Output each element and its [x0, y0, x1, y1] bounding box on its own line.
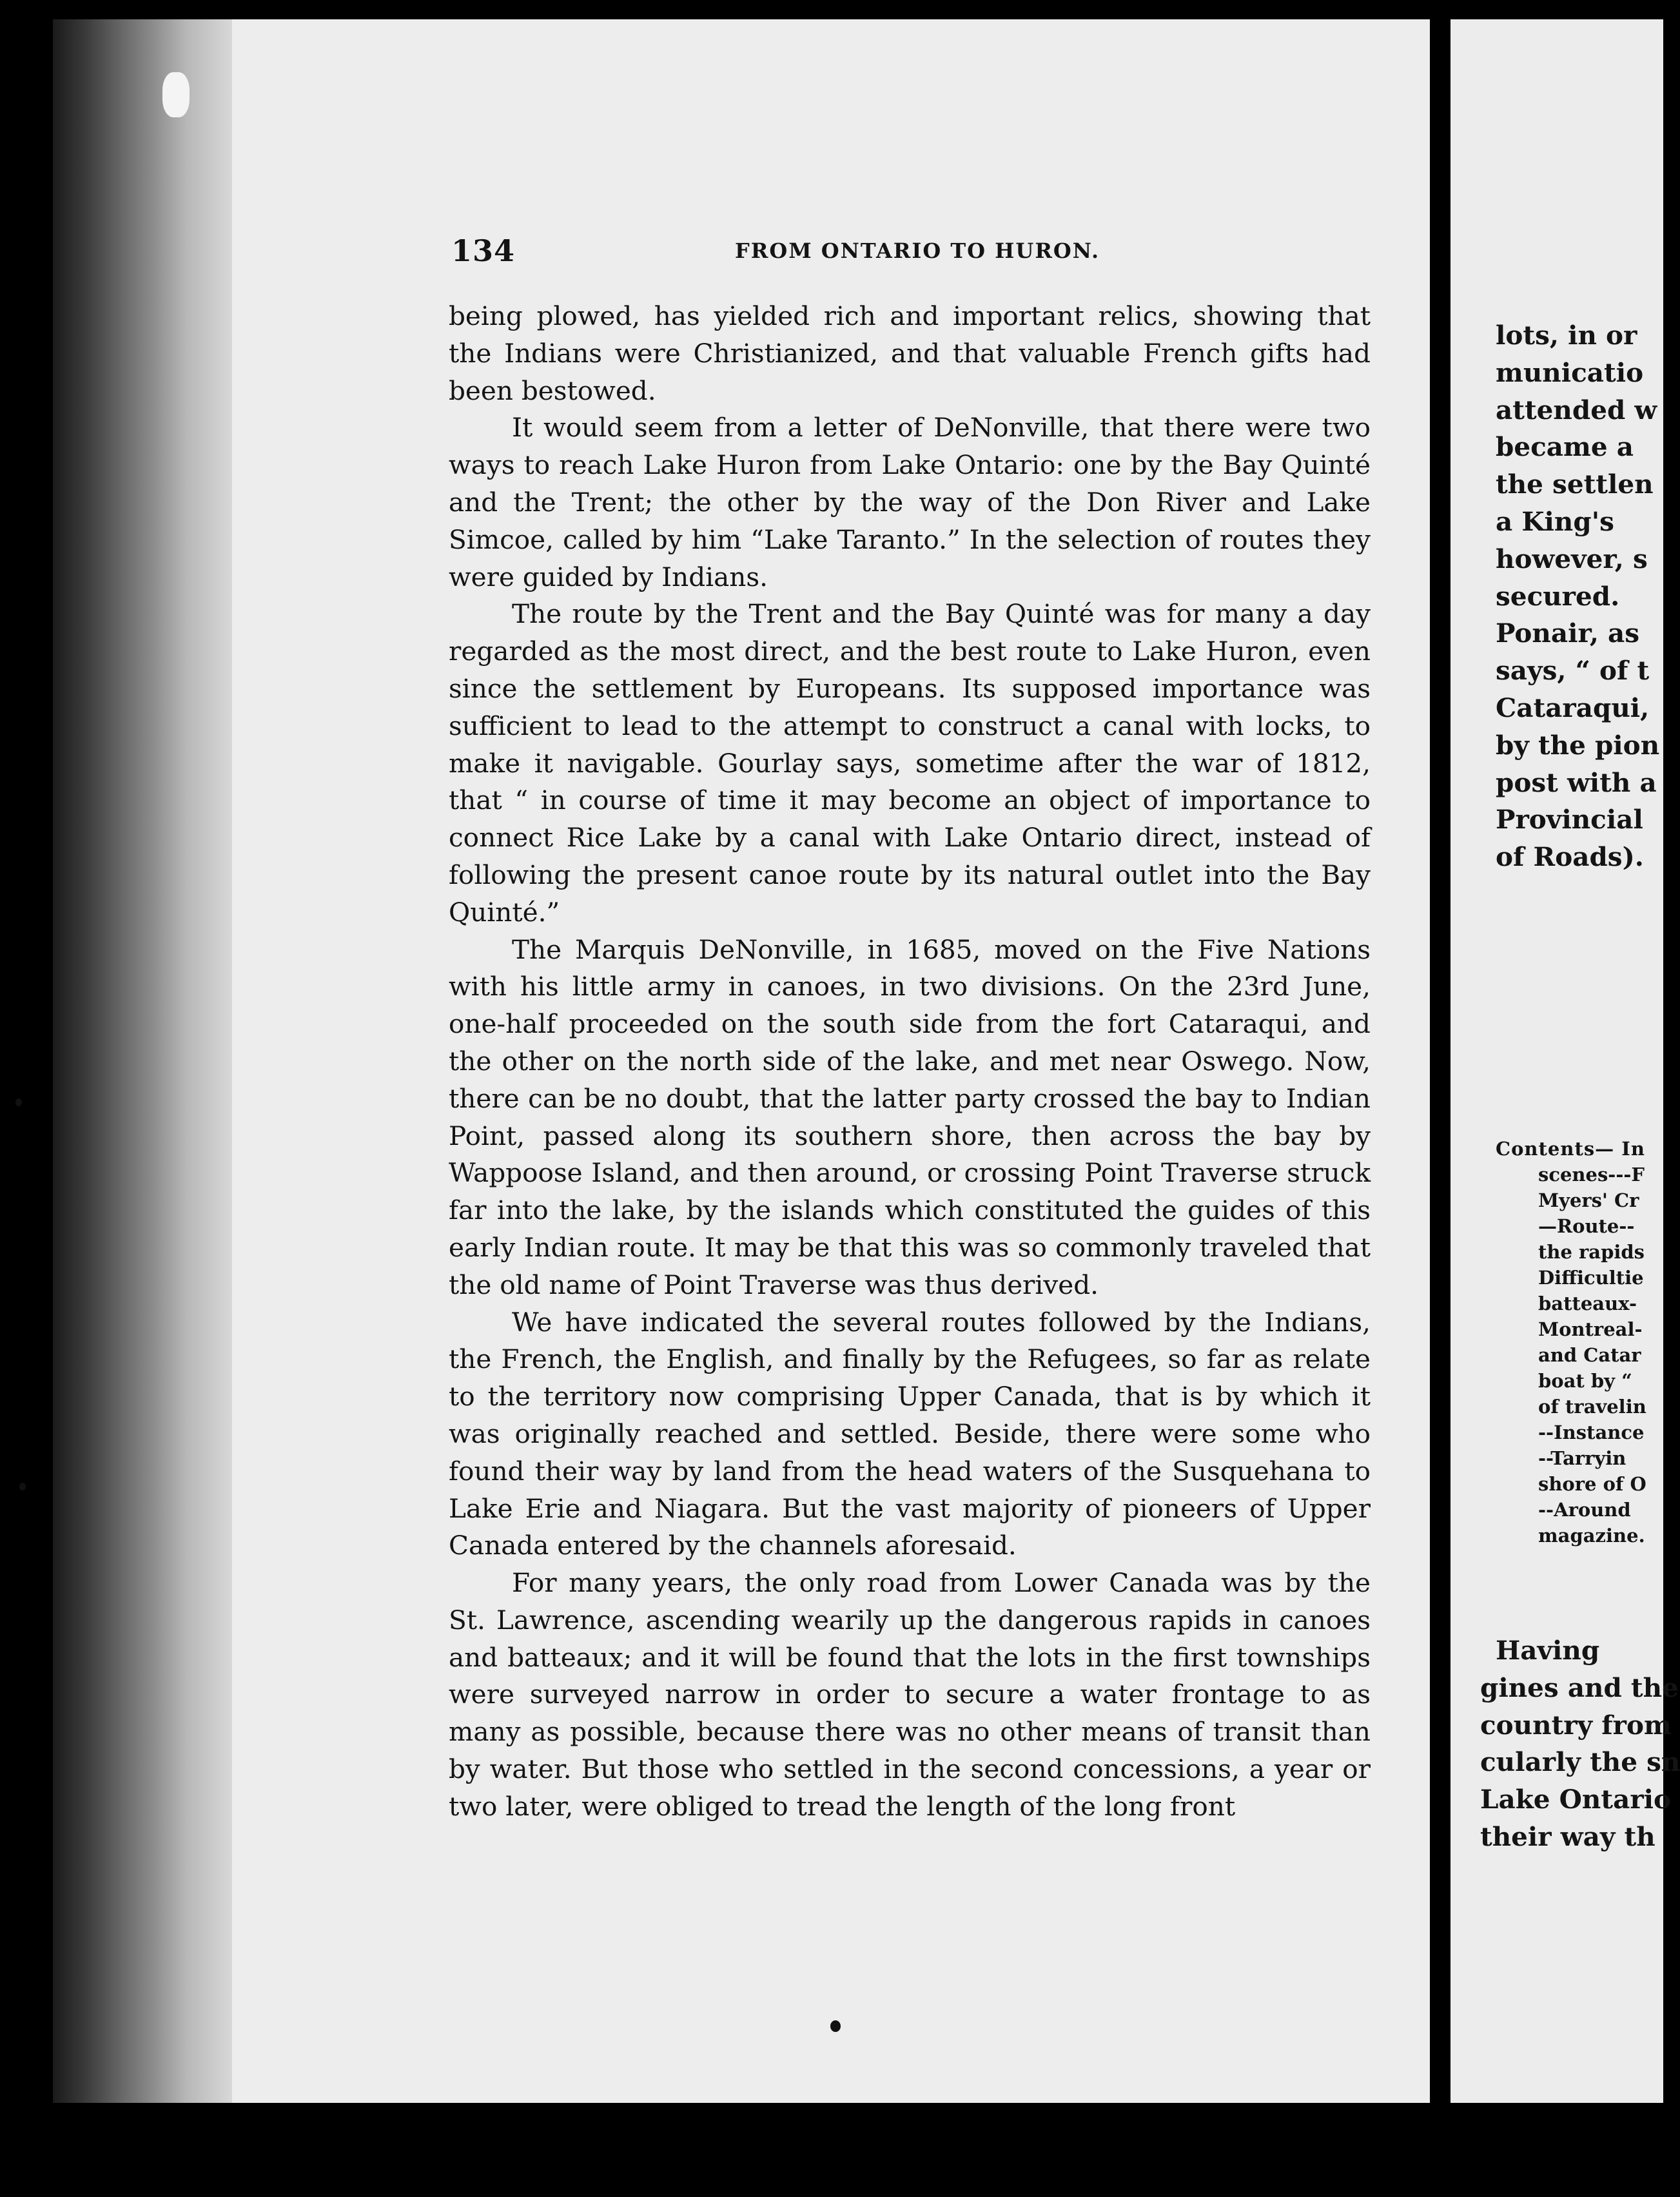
text-line: gines and the — [1480, 1672, 1679, 1703]
text-line: a King's — [1496, 505, 1614, 537]
text-line: of Roads). — [1496, 841, 1644, 873]
print-dot — [830, 2020, 841, 2032]
contents-line: magazine. — [1538, 1525, 1645, 1547]
text-line: Provincial — [1496, 804, 1643, 835]
contents-line: Montreal- — [1538, 1318, 1643, 1340]
contents-line: boat by “ — [1538, 1370, 1632, 1392]
contents-line: the rapids — [1538, 1241, 1645, 1263]
page-number: 134 — [451, 233, 516, 268]
contents-line: scenes---F — [1538, 1164, 1645, 1186]
text-line: the settlen — [1496, 469, 1654, 500]
paragraph: being plowed, has yielded rich and important relics, showing that the Indians were Christianized, and that valuable French gifts had been bestowed. — [449, 300, 1371, 406]
contents-line: Myers' Cr — [1538, 1189, 1639, 1211]
text-line: their way th — [1480, 1821, 1656, 1852]
gutter-mark — [19, 1483, 26, 1490]
contents-line: —Route-- — [1538, 1215, 1635, 1237]
body-text — [449, 298, 1371, 1826]
contents-label: Contents— In — [1496, 1138, 1645, 1160]
text-line: however, s — [1496, 543, 1648, 574]
right-column-upper — [1496, 317, 1659, 876]
book-page-edge — [53, 19, 232, 2103]
text-line: by the pion — [1496, 729, 1660, 761]
contents-line: batteaux- — [1538, 1293, 1637, 1314]
paragraph: It would seem from a letter of DeNonville, that there were two ways to reach Lake Huron from Lake Ontario: one by the Bay Quinté and the Trent; the other by the way of the Don River and Lake Simcoe, called by him “Lake Taranto.” In the selection of routes they were guided by Indians. — [449, 412, 1371, 592]
contents-line: --Instance — [1538, 1421, 1645, 1443]
text-line: secured. — [1496, 580, 1620, 612]
text-line: cularly the sn — [1480, 1746, 1680, 1778]
contents-line: shore of O — [1538, 1473, 1646, 1495]
gutter-mark — [15, 1098, 22, 1106]
text-line: attended w — [1496, 394, 1657, 425]
contents-line: Difficultie — [1538, 1267, 1644, 1289]
paragraph: The route by the Trent and the Bay Quinté was for many a day regarded as the most direct, and the best route to Lake Huron, even since the settlement by Europeans. Its supposed importance was sufficient to lead to the attempt to construct a canal with locks, to make it navigable. Gourlay says, sometime after the war of 1812, that “ in course of time it may become an object of importance to connect Rice Lake by a canal with Lake Ontario direct, instead of following the present canoe route by its natural outlet into the Bay Quinté.” — [449, 598, 1371, 928]
paragraph: For many years, the only road from Lower Canada was by the St. Lawrence, ascending wearily up the dangerous rapids in canoes and batteaux; and it will be found that the lots in the first townships were surveyed narrow in order to secure a water frontage to as many as possible, because there was no other means of transit than by water. But those who settled in the second concessions, a year or two later, were obliged to tread the length of the long front — [449, 1567, 1371, 1822]
ink-blot — [162, 72, 190, 117]
text-line: Cataraqui, — [1496, 692, 1650, 723]
text-line: lots, in or — [1496, 320, 1637, 351]
right-column-lower — [1480, 1632, 1680, 1856]
text-line: became a — [1496, 431, 1634, 463]
text-line: municatio — [1496, 356, 1644, 388]
paragraph: The Marquis DeNonville, in 1685, moved on the Five Nations with his little army in canoes, in two divisions. On the 23rd June, one-half proceeded on the south side from the fort Cataraqui, and the other on the north side of the lake, and met near Oswego. Now, there can be no doubt, that the latter party crossed the bay to Indian Point, passed along its southern shore, then across the bay by Wappoose Island, and then around, or crossing Point Traverse struck far into the lake, by the islands which constituted the guides of this early Indian route. It may be that this was so commonly traveled that the old name of Point Traverse was thus derived. — [449, 933, 1371, 1300]
text-line: post with a — [1496, 767, 1657, 798]
contents-line: of travelin — [1538, 1396, 1646, 1418]
running-head — [451, 233, 1373, 278]
text-line: Lake Ontario — [1480, 1784, 1672, 1815]
text-line: country from — [1480, 1709, 1672, 1741]
contents-line: and Catar — [1538, 1344, 1641, 1366]
running-title: FROM ONTARIO TO HURON. — [735, 239, 1100, 263]
text-line: Having — [1496, 1635, 1600, 1666]
chapter-contents — [1496, 1136, 1646, 1548]
contents-line: --Tarryin — [1538, 1447, 1626, 1469]
text-line: says, “ of t — [1496, 655, 1650, 687]
text-line: Ponair, as — [1496, 618, 1640, 649]
contents-line: --Around — [1538, 1499, 1631, 1521]
paragraph: We have indicated the several routes followed by the Indians, the French, the English, and finally by the Refugees, so far as relate to the territory now comprising Upper Canada, that is by which it was originally reached and settled. Beside, there were some who found their way by land from the head waters of the Susquehana to Lake Erie and Niagara. But the vast majority of pioneers of Upper Canada entered by the channels aforesaid. — [449, 1306, 1371, 1561]
right-page — [1450, 19, 1680, 2103]
